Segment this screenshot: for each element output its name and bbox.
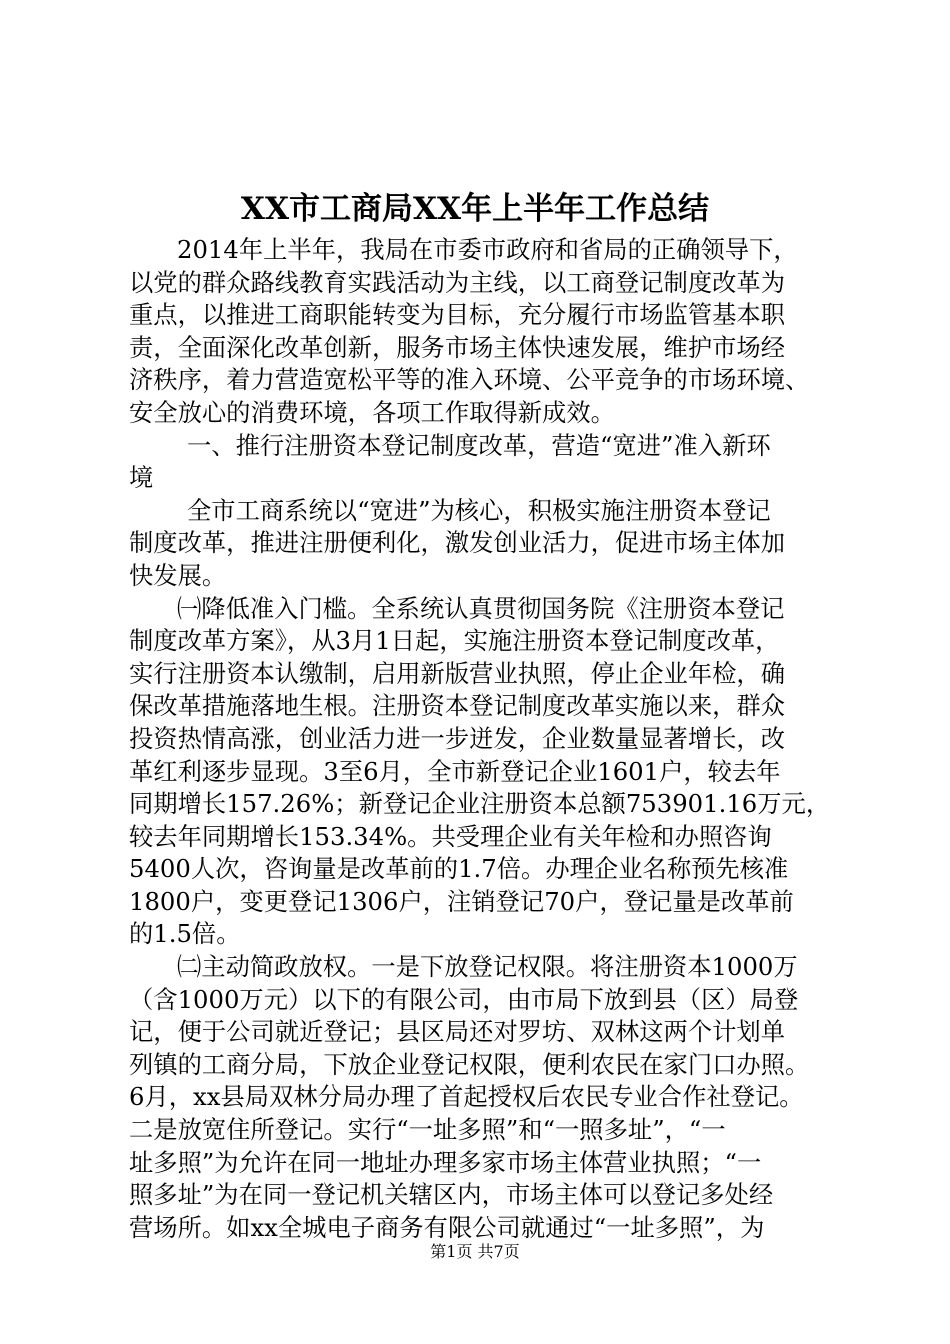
subsection-line: ㈠降低准入门槛。全系统认真贯彻国务院《注册资本登记: [177, 593, 785, 623]
body-line: 全市工商系统以“宽进”为核心，积极实施注册资本登记: [187, 495, 771, 525]
body-line: 5400人次，咨询量是改革前的1.7倍。办理企业名称预先核准: [129, 854, 789, 884]
body-line: 革红利逐步显现。3至6月，全市新登记企业1601户，较去年: [129, 756, 781, 786]
body-line: 营场所。如xx全城电子商务有限公司就通过“一址多照”，为: [129, 1212, 765, 1242]
body-line: 济秩序，着力营造宽松平等的准入环境、公平竞争的市场环境、: [129, 365, 810, 395]
subsection-line: ㈡主动简政放权。一是下放登记权限。将注册资本1000万: [177, 952, 798, 982]
body-line: 投资热情高涨，创业活力进一步迸发，企业数量显著增长，改: [129, 723, 786, 753]
body-line: 实行注册资本认缴制，启用新版营业执照，停止企业年检，确: [129, 658, 786, 688]
document-title: XX市工商局XX年上半年工作总结: [240, 191, 710, 227]
body-line: 同期增长157.26%；新登记企业注册资本总额753901.16万元，: [129, 789, 831, 819]
body-line: 快发展。: [129, 560, 227, 590]
body-line: 照多址”为在同一登记机关辖区内，市场主体可以登记多处经: [129, 1180, 774, 1210]
body-line: 二是放宽住所登记。实行“一址多照”和“一照多址”，“一: [129, 1115, 726, 1145]
body-line: 记，便于公司就近登记；县区局还对罗坊、双林这两个计划单: [129, 1017, 786, 1047]
body-line: 以党的群众路线教育实践活动为主线，以工商登记制度改革为: [129, 267, 786, 297]
body-line: 重点，以推进工商职能转变为目标，充分履行市场监管基本职: [129, 300, 786, 330]
section-heading: 一、推行注册资本登记制度改革，营造“宽进”准入新环: [187, 430, 771, 460]
body-line: 址多照”为允许在同一地址办理多家市场主体营业执照；“一: [129, 1147, 762, 1177]
body-line: 列镇的工商分局，下放企业登记权限，便利农民在家门口办照。: [129, 1049, 810, 1079]
section-heading: 境: [129, 463, 154, 493]
body-line: （含1000万元）以下的有限公司，由市局下放到县（区）局登: [129, 984, 799, 1014]
body-line: 2014年上半年，我局在市委市政府和省局的正确领导下，: [177, 235, 798, 264]
document-body: [129, 234, 833, 1244]
body-line: 1800户，变更登记1306户，注销登记70户，登记量是改革前: [129, 886, 794, 916]
body-line: 较去年同期增长153.34%。共受理企业有关年检和办照咨询: [129, 821, 772, 851]
body-line: 保改革措施落地生根。注册资本登记制度改革实施以来，群众: [129, 691, 786, 721]
body-line: 制度改革方案》，从3月1日起，实施注册资本登记制度改革，: [129, 626, 780, 656]
body-line: 的1.5倍。: [129, 919, 241, 949]
body-line: 责，全面深化改革创新，服务市场主体快速发展，维护市场经: [129, 332, 786, 362]
body-line: 6月，xx县局双林分局办理了首起授权后农民专业合作社登记。: [129, 1082, 804, 1112]
body-line: 制度改革，推进注册便利化，激发创业活力，促进市场主体加: [129, 528, 786, 558]
body-line: 安全放心的消费环境，各项工作取得新成效。: [129, 397, 615, 427]
page-number: 第1页 共7页: [430, 1242, 520, 1261]
